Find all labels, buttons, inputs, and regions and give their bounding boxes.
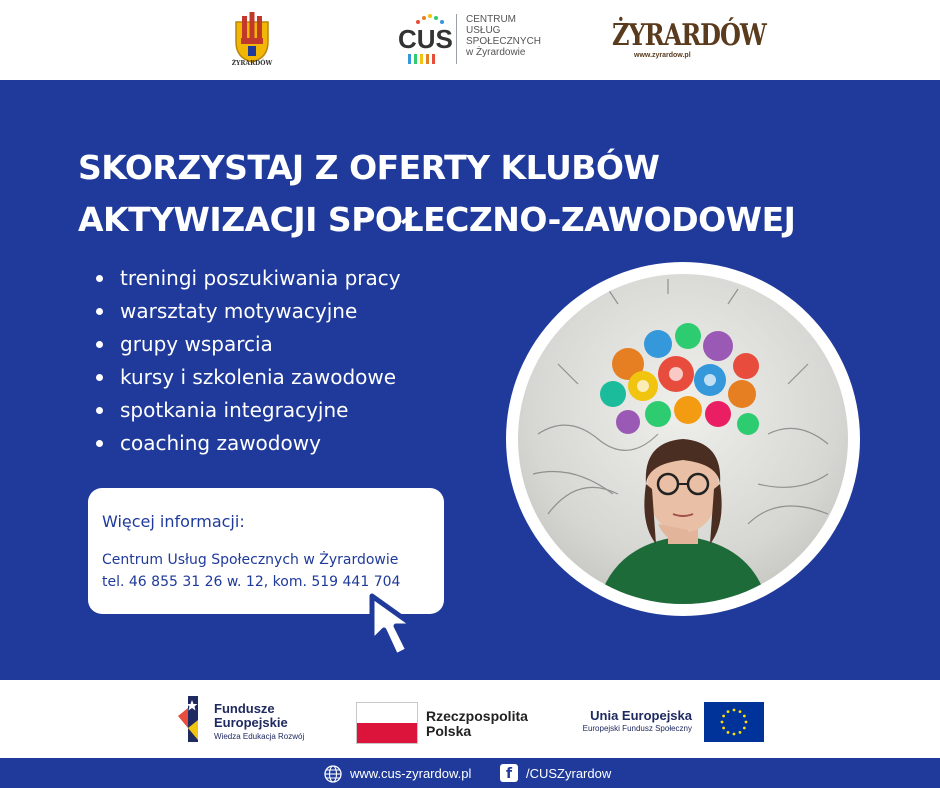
photo-illustration xyxy=(518,274,848,604)
fe-name-2: Europejskie xyxy=(214,715,288,730)
pl-name-1: Rzeczpospolita xyxy=(426,708,528,724)
crest-icon xyxy=(232,12,272,64)
headline-line-1: SKORZYSTAJ Z OFERTY KLUBÓW xyxy=(78,148,660,187)
offer-item: kursy i szkolenia zawodowe xyxy=(96,361,401,394)
zyrardow-logo xyxy=(612,16,766,64)
offer-item: treningi poszukiwania pracy xyxy=(96,262,401,295)
zyrardow-url: www.zyrardow.pl xyxy=(634,52,691,59)
eu-name: Unia Europejska xyxy=(590,708,692,723)
globe-icon xyxy=(324,765,342,783)
eu-star xyxy=(727,710,730,713)
cus-line-2: USŁUG xyxy=(466,25,501,36)
fe-name-1: Fundusze xyxy=(214,701,275,716)
facebook-link[interactable]: /CUSZyrardow xyxy=(526,766,612,781)
offer-item: warsztaty motywacyjne xyxy=(96,295,401,328)
photo-circle xyxy=(506,262,860,616)
cus-mark: CUS xyxy=(398,24,453,54)
thinking-woman-photo xyxy=(518,274,848,604)
cus-line-3: SPOŁECZNYCH xyxy=(466,36,542,47)
fundusze-europejskie-icon xyxy=(176,694,208,744)
gears-cluster xyxy=(600,323,759,435)
offer-item: coaching zawodowy xyxy=(96,427,401,460)
eu-star xyxy=(739,731,742,734)
eu-subtitle: Europejski Fundusz Społeczny xyxy=(582,724,692,733)
info-title: Więcej informacji: xyxy=(102,512,245,531)
pl-name-2: Polska xyxy=(426,723,472,739)
eu-star xyxy=(733,733,736,736)
offer-list xyxy=(96,262,401,460)
eu-flag-icon xyxy=(704,702,764,742)
eu-star xyxy=(727,731,730,734)
cursor-arrow-icon xyxy=(366,590,440,664)
flag-red-stripe xyxy=(357,723,417,743)
offer-item: grupy wsparcia xyxy=(96,328,401,361)
facebook-icon: f xyxy=(500,764,518,782)
eu-star xyxy=(722,727,725,730)
fe-subtitle: Wiedza Edukacja Rozwój xyxy=(214,732,305,741)
cus-line-1: CENTRUM xyxy=(466,14,516,25)
headline-line-2: AKTYWIZACJI SPOŁECZNO-ZAWODOWEJ xyxy=(78,200,796,239)
offer-item: spotkania integracyjne xyxy=(96,394,401,427)
eu-star xyxy=(739,710,742,713)
eu-star xyxy=(743,727,746,730)
eu-star xyxy=(743,715,746,718)
cus-name xyxy=(466,14,541,58)
info-organization: Centrum Usług Społecznych w Żyrardowie xyxy=(102,552,399,568)
eu-star xyxy=(721,721,724,724)
eu-star xyxy=(733,709,736,712)
info-phone: tel. 46 855 31 26 w. 12, kom. 519 441 704 xyxy=(102,574,401,590)
cus-bars xyxy=(402,52,454,64)
polish-flag-icon xyxy=(356,702,418,744)
headline xyxy=(78,142,795,246)
flag-white-stripe xyxy=(357,703,417,723)
zyrardow-wordmark: ŻYRARDÓW xyxy=(612,16,766,53)
eu-star xyxy=(745,721,748,724)
cus-line-4: w Żyrardowie xyxy=(466,47,526,58)
eu-star xyxy=(722,715,725,718)
woman-figure xyxy=(598,439,768,604)
website-link[interactable]: www.cus-zyrardow.pl xyxy=(350,766,472,781)
crest-caption: ŻYRARDÓW xyxy=(231,60,273,67)
cus-separator xyxy=(456,14,457,64)
